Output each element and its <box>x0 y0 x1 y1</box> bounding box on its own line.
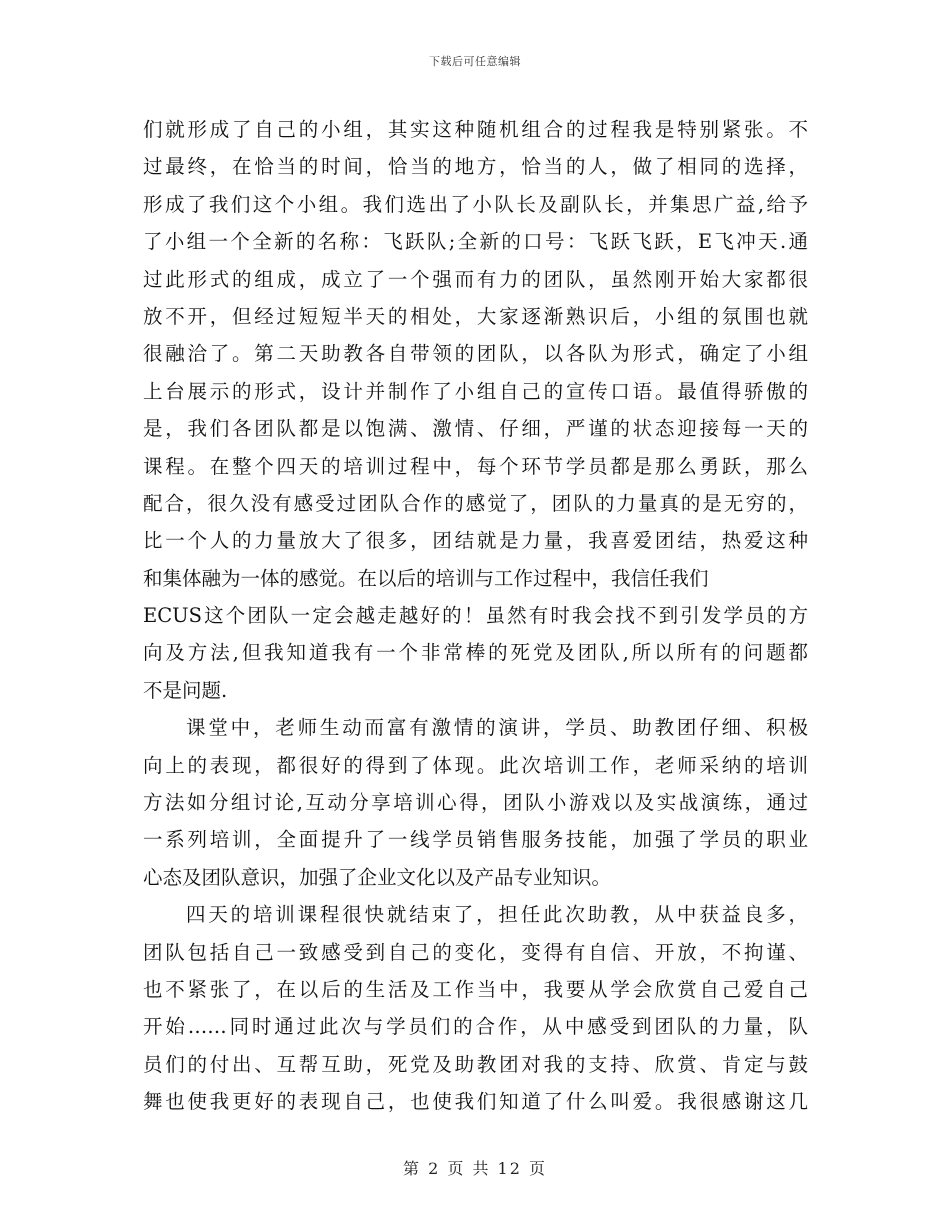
text-line: ECUS这个团队一定会越走越好的！虽然有时我会找不到引发学员的方 <box>143 604 808 628</box>
paragraph-first-line: 四天的培训课程很快就结束了，担任此次助教，从中获益良多， <box>186 903 808 927</box>
text-line: 心态及团队意识，加强了企业文化以及产品专业知识。 <box>143 865 612 889</box>
page-number: 第 2 页 共 12 页 <box>403 1159 547 1178</box>
text-line: 配合，很久没有感受过团队合作的感觉了，团队的力量真的是无穷的， <box>143 491 808 515</box>
text-line: 上台展示的形式，设计并制作了小组自己的宣传口语。最值得骄傲的 <box>143 379 808 403</box>
text-line: 们就形成了自己的小组，其实这种随机组合的过程我是特别紧张。不 <box>143 118 808 141</box>
text-line: 过最终，在恰当的时间，恰当的地方，恰当的人，做了相同的选择， <box>143 155 808 179</box>
text-line: 是，我们各团队都是以饱满、激情、仔细，严谨的状态迎接每一天的 <box>143 417 808 441</box>
text-line: 形成了我们这个小组。我们选出了小队长及副队长，并集思广益,给予 <box>143 192 808 216</box>
text-line: 和集体融为一体的感觉。在以后的培训与工作过程中，我信任我们 <box>143 566 709 590</box>
paragraph-first-line: 课堂中，老师生动而富有激情的演讲，学员、助教团仔细、积极 <box>186 716 808 740</box>
header-note: 下载后可任意编辑 <box>429 55 521 68</box>
text-line: 向及方法,但我知道我有一个非常棒的死党及团队,所以所有的问题都 <box>143 641 808 665</box>
text-line: 不是问题. <box>143 678 228 702</box>
text-line: 方法如分组讨论,互动分享培训心得，团队小游戏以及实战演练，通过 <box>143 791 808 815</box>
text-line: 舞也使我更好的表现自己，也使我们知道了什么叫爱。我很感谢这几 <box>143 1090 808 1114</box>
text-line: 课程。在整个四天的培训过程中，每个环节学员都是那么勇跃，那么 <box>143 454 808 478</box>
text-line: 一系列培训，全面提升了一线学员销售服务技能，加强了学员的职业 <box>143 828 808 852</box>
text-line: 放不开，但经过短短半天的相处，大家逐渐熟识后，小组的氛围也就 <box>143 304 808 328</box>
text-line: 开始……同时通过此次与学员们的合作，从中感受到团队的力量，队 <box>143 1015 808 1039</box>
document-body <box>143 111 808 1121</box>
text-line: 过此形式的组成，成立了一个强而有力的团队，虽然刚开始大家都很 <box>143 267 808 291</box>
text-line: 也不紧张了，在以后的生活及工作当中，我要从学会欣赏自己爱自己 <box>143 977 808 1001</box>
text-line: 很融洽了。第二天助教各自带领的团队，以各队为形式，确定了小组 <box>143 342 808 366</box>
text-line: 员们的付出、互帮互助，死党及助教团对我的支持、欣赏、肯定与鼓 <box>143 1052 808 1076</box>
text-line: 比一个人的力量放大了很多，团结就是力量，我喜爱团结，热爱这种 <box>143 529 808 553</box>
text-line: 了小组一个全新的名称：飞跃队;全新的口号：飞跃飞跃，E飞冲天.通 <box>143 230 808 254</box>
text-line: 团队包括自己一致感受到自己的变化，变得有自信、开放，不拘谨、 <box>143 940 808 964</box>
text-line: 向上的表现，都很好的得到了体现。此次培训工作，老师采纳的培训 <box>143 753 808 777</box>
